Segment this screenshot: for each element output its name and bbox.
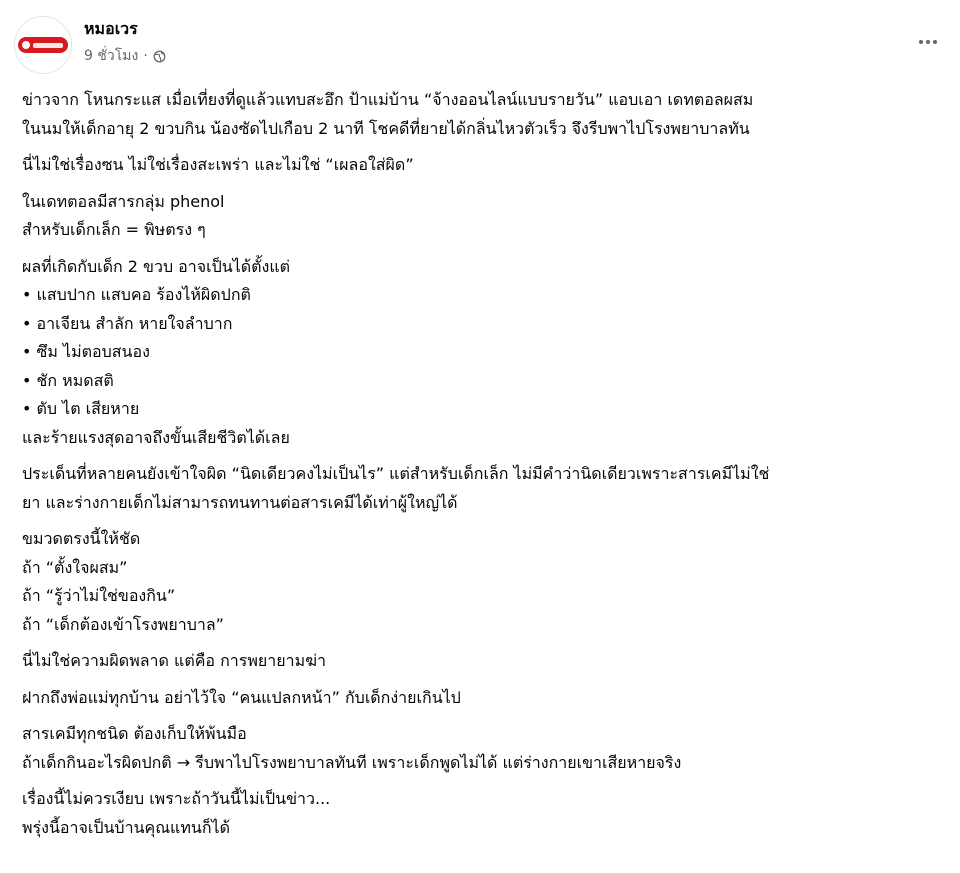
header-text <box>84 14 166 66</box>
post-text-line: สำหรับเด็กเล็ก = พิษตรง ๆ <box>22 220 206 239</box>
author-name[interactable]: หมอเวร <box>84 19 138 38</box>
post-time[interactable]: 9 ชั่วโมง <box>84 48 139 64</box>
post-paragraph <box>22 720 942 777</box>
post-text-line: สารเคมีทุกชนิด ต้องเก็บให้พ้นมือ <box>22 724 247 743</box>
post-text-line: ในนมให้เด็กอายุ 2 ขวบกิน น้องซัดไปเกือบ 2 นาที โชคดีที่ยายได้กลิ่นไหวตัวเร็ว จึงรีบพาไปโรงพยาบาลทัน <box>22 118 750 138</box>
post-paragraph <box>22 785 942 842</box>
post-text-line: เรื่องนี้ไม่ควรเงียบ เพราะถ้าวันนี้ไม่เป็นข่าว... <box>22 789 331 808</box>
post-text-line: • อาเจียน สำลัก หายใจลำบาก <box>22 313 233 333</box>
post-paragraph <box>22 86 942 143</box>
post-text-line: ข่าวจาก โหนกระแส เมื่อเที่ยงที่ดูแล้วแทบสะอึก ป้าแม่บ้าน “จ้างออนไลน์แบบรายวัน” แอบเอา เดทตอลผสม <box>22 90 754 109</box>
post-paragraph <box>22 188 942 245</box>
post-paragraph <box>22 525 942 639</box>
post-paragraph <box>22 253 942 453</box>
post-text-line: ในเดทตอลมีสารกลุ่ม phenol <box>22 191 225 211</box>
post-text-line: นี่ไม่ใช่ความผิดพลาด แต่คือ การพยายามฆ่า <box>22 651 327 670</box>
post-text-line: ขมวดตรงนี้ให้ชัด <box>22 529 141 548</box>
post-paragraph <box>22 647 942 676</box>
post-paragraph <box>22 684 942 713</box>
post-meta <box>84 46 166 66</box>
post-body <box>22 86 942 850</box>
post-text-line: • ชัก หมดสติ <box>22 370 114 390</box>
post-header <box>14 14 166 74</box>
post-text-line: • แสบปาก แสบคอ ร้องไห้ผิดปกติ <box>22 285 251 304</box>
globe-icon[interactable] <box>153 50 166 63</box>
clinic-logo-icon <box>18 37 68 53</box>
post-text-line: ฝากถึงพ่อแม่ทุกบ้าน อย่าไว้ใจ “คนแปลกหน้า” กับเด็กง่ายเกินไป <box>22 687 461 707</box>
more-options-icon[interactable] <box>914 32 942 52</box>
post-text-line: • ซึม ไม่ตอบสนอง <box>22 342 150 361</box>
post-paragraph <box>22 460 942 517</box>
post-text-line: ประเด็นที่หลายคนยังเข้าใจผิด “นิดเดียวคงไม่เป็นไร” แต่สำหรับเด็กเล็ก ไม่มีคำว่านิดเดียวเพราะสารเคมีไม่ใช่ <box>22 464 770 483</box>
avatar[interactable] <box>14 16 72 74</box>
post-text-line: ถ้าเด็กกินอะไรผิดปกติ → รีบพาไปโรงพยาบาลทันที เพราะเด็กพูดไม่ได้ แต่ร่างกายเขาเสียหายจริง <box>22 752 682 772</box>
post-paragraph <box>22 151 942 180</box>
post-text-line: พรุ่งนี้อาจเป็นบ้านคุณแทนก็ได้ <box>22 817 230 837</box>
post-text-line: • ตับ ไต เสียหาย <box>22 399 140 418</box>
post-text-line: และร้ายแรงสุดอาจถึงขั้นเสียชีวิตได้เลย <box>22 427 290 447</box>
post-text-line: นี่ไม่ใช่เรื่องซน ไม่ใช่เรื่องสะเพร่า และไม่ใช่ “เผลอใส่ผิด” <box>22 155 414 174</box>
post-text-line: ยา และร่างกายเด็กไม่สามารถทนทานต่อสารเคมีได้เท่าผู้ใหญ่ได้ <box>22 492 458 512</box>
post-text-line: ถ้า “รู้ว่าไม่ใช่ของกิน” <box>22 586 176 605</box>
meta-separator: · <box>143 48 148 64</box>
post-text-line: ถ้า “ตั้งใจผสม” <box>22 557 128 577</box>
post-text-line: ถ้า “เด็กต้องเข้าโรงพยาบาล” <box>22 614 224 634</box>
post-text-line: ผลที่เกิดกับเด็ก 2 ขวบ อาจเป็นได้ตั้งแต่ <box>22 256 291 276</box>
